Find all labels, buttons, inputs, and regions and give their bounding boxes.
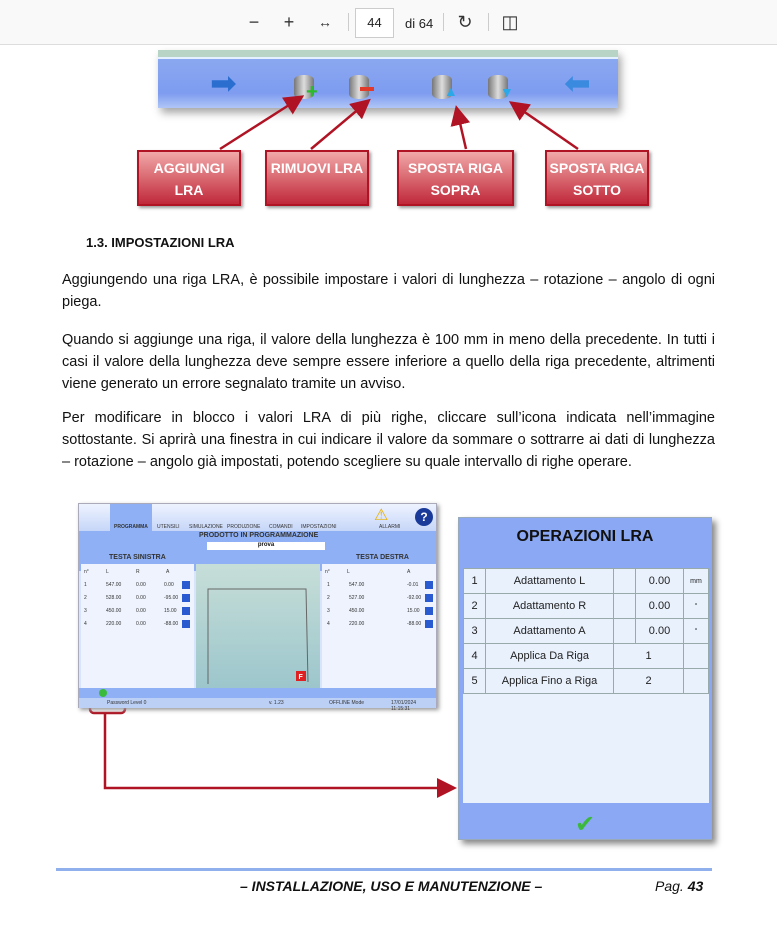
left-cell[interactable]: -95.00 <box>164 595 179 601</box>
bend-preview <box>196 564 320 688</box>
fit-width-button[interactable]: ↔ <box>318 14 332 30</box>
table-row <box>464 644 709 669</box>
row-number: 4 <box>464 644 486 669</box>
tab-impostazioni[interactable]: IMPOSTAZIONI <box>301 524 337 530</box>
row-number: 1 <box>464 569 486 594</box>
row-label: Applica Da Riga <box>486 644 614 669</box>
product-name-field[interactable]: prova <box>207 542 325 550</box>
right-cell[interactable]: 547.00 <box>349 582 365 588</box>
edit-row-button[interactable] <box>425 620 433 628</box>
right-cell[interactable]: 4 <box>327 621 330 627</box>
table-row <box>464 594 709 619</box>
lra-operations-dialog <box>458 517 712 840</box>
edit-row-button[interactable] <box>182 607 190 615</box>
col-header: A <box>166 569 170 575</box>
left-cell[interactable]: 2 <box>84 595 87 601</box>
edit-row-button[interactable] <box>425 581 433 589</box>
footer-title: – INSTALLAZIONE, USO E MANUTENZIONE – <box>240 878 543 894</box>
page-number <box>655 878 703 894</box>
edit-row-button[interactable] <box>425 594 433 602</box>
move-row-up-icon: ▲ <box>432 75 452 99</box>
footer-divider <box>56 868 712 871</box>
row-unit: mm <box>684 569 709 594</box>
flip-label: F <box>298 674 303 681</box>
page-label: Pag. <box>655 878 684 894</box>
tab-simulazione[interactable]: SIMULAZIONE <box>189 524 223 530</box>
col-header: A <box>407 569 411 575</box>
left-cell[interactable]: 0.00 <box>136 582 146 588</box>
table-row <box>464 619 709 644</box>
spacer <box>614 569 636 594</box>
row-label: Adattamento A <box>486 619 614 644</box>
left-cell[interactable]: 3 <box>84 608 87 614</box>
left-cell[interactable]: 1 <box>84 582 87 588</box>
right-cell[interactable]: 2 <box>327 595 330 601</box>
add-row-icon: + <box>294 75 314 99</box>
paragraph: Aggiungendo una riga LRA, è possibile impostare i valori di lunghezza – rotazione – angolo di ogni piega. <box>62 272 715 310</box>
left-cell[interactable]: -88.00 <box>164 621 179 627</box>
left-cell[interactable]: 220.00 <box>106 621 122 627</box>
tab-programma[interactable]: PROGRAMMA <box>114 524 148 530</box>
left-cell[interactable]: 0.00 <box>164 582 174 588</box>
row-unit <box>684 669 709 694</box>
edit-row-button[interactable] <box>182 594 190 602</box>
zoom-out-button[interactable]: − <box>248 12 260 32</box>
left-head-title: TESTA SINISTRA <box>109 554 166 561</box>
confirm-check-button[interactable]: ✔ <box>574 811 596 838</box>
row-unit: ° <box>684 594 709 619</box>
paragraph: Per modificare in blocco i valori LRA di più righe, cliccare sull’icona indicata nell’immagine sottostante. Si aprirà una finestra in cui indicare il valore da sommare o sottrarre ai dati di lunghezza – rotazione – angolo già impostati, potendo scegliere su quale intervallo di righe operare. <box>62 410 715 470</box>
left-cell[interactable]: 528.00 <box>106 595 122 601</box>
right-cell[interactable]: 527.00 <box>349 595 365 601</box>
table-row <box>464 569 709 594</box>
tab-comandi[interactable]: COMANDI <box>269 524 293 530</box>
callout-remove-lra: RIMUOVI LRA <box>265 150 369 206</box>
tab-allarmi[interactable]: ALLARMI <box>379 524 401 530</box>
edit-row-button[interactable] <box>182 581 190 589</box>
callout-move-up: SPOSTA RIGA SOPRA <box>397 150 514 206</box>
arrow-right-icon: ➡ <box>210 65 237 101</box>
left-cell[interactable]: 450.00 <box>106 608 122 614</box>
tab-utensili[interactable]: UTENSILI <box>157 524 180 530</box>
left-cell[interactable]: 0.00 <box>136 608 146 614</box>
row-number: 5 <box>464 669 486 694</box>
status-mode: OFFLINE Mode <box>329 700 365 706</box>
move-row-down-icon: ▼ <box>488 75 508 99</box>
left-cell[interactable]: 0.00 <box>136 595 146 601</box>
dialog-title: OPERAZIONI LRA <box>516 528 654 545</box>
left-cell[interactable]: 0.00 <box>136 621 146 627</box>
rotate-button[interactable]: ↻ <box>457 12 473 32</box>
right-head-title: TESTA DESTRA <box>356 554 409 561</box>
row-label: Adattamento R <box>486 594 614 619</box>
status-version: v. 1.23 <box>269 700 284 706</box>
status-datetime: 17/01/2024 11:15:31 <box>391 700 417 712</box>
col-header: n° <box>325 569 330 575</box>
row-value[interactable]: 0.00 <box>636 619 684 644</box>
left-cell[interactable]: 4 <box>84 621 87 627</box>
row-unit: ° <box>684 619 709 644</box>
spacer <box>614 619 636 644</box>
product-title: PRODOTTO IN PROGRAMMAZIONE <box>199 532 319 539</box>
right-cell[interactable]: -88.00 <box>407 621 422 627</box>
row-value[interactable]: 0.00 <box>636 569 684 594</box>
page-count: di 64 <box>405 16 434 31</box>
right-cell[interactable]: -92.00 <box>407 595 422 601</box>
left-cell[interactable]: 15.00 <box>164 608 177 614</box>
edit-row-button[interactable] <box>182 620 190 628</box>
lra-operations-table <box>463 568 709 694</box>
arrow-left-icon: ⬅ <box>564 65 591 101</box>
app-screenshot <box>78 503 437 712</box>
paragraph: Quando si aggiunge una riga, il valore della lunghezza è 100 mm in meno della precedente. In tutti i casi il valore della lunghezza deve sempre essere inferiore a quello della riga precedente, altrimenti viene generato un errore segnalato tramite un avviso. <box>62 332 715 392</box>
right-cell[interactable]: 1 <box>327 582 330 588</box>
callout-add-lra: AGGIUNGI LRA <box>137 150 241 206</box>
col-header: L <box>347 569 350 575</box>
zoom-in-button[interactable]: + <box>283 12 295 32</box>
page-value: 43 <box>687 878 704 894</box>
row-label: Adattamento L <box>486 569 614 594</box>
col-header: n° <box>84 569 89 575</box>
section-heading: 1.3. IMPOSTAZIONI LRA <box>86 235 235 250</box>
callout-move-down: SPOSTA RIGA SOTTO <box>545 150 649 206</box>
status-password: Password Level 0 <box>107 700 147 706</box>
right-cell[interactable]: 450.00 <box>349 608 365 614</box>
col-header: L <box>106 569 109 575</box>
row-number: 3 <box>464 619 486 644</box>
row-label: Applica Fino a Riga <box>486 669 614 694</box>
row-value[interactable]: 1 <box>614 644 684 669</box>
right-cell[interactable]: 3 <box>327 608 330 614</box>
warning-icon: ⚠ <box>374 507 389 524</box>
right-cell[interactable]: -0.01 <box>407 582 419 588</box>
right-cell[interactable]: 15.00 <box>407 608 420 614</box>
help-icon[interactable]: ? <box>415 508 433 526</box>
col-header: R <box>136 569 140 575</box>
tab-produzione[interactable]: PRODUZIONE <box>227 524 261 530</box>
edit-row-button[interactable] <box>425 607 433 615</box>
two-page-view-button[interactable]: ◫ <box>501 12 519 32</box>
lra-operations-icon[interactable] <box>99 689 107 697</box>
page-number-input[interactable]: 44 <box>355 8 394 38</box>
spacer <box>614 594 636 619</box>
left-cell[interactable]: 547.00 <box>106 582 122 588</box>
row-value[interactable]: 2 <box>614 669 684 694</box>
row-unit <box>684 644 709 669</box>
table-row <box>464 669 709 694</box>
row-value[interactable]: 0.00 <box>636 594 684 619</box>
right-cell[interactable]: 220.00 <box>349 621 365 627</box>
row-number: 2 <box>464 594 486 619</box>
